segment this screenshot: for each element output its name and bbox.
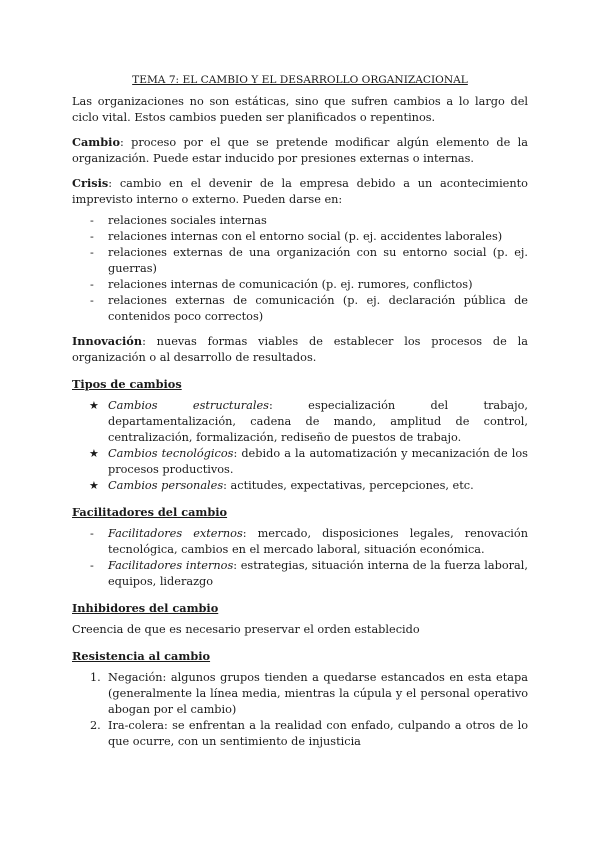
crisis-list	[72, 213, 528, 325]
cambio-text: : proceso por el que se pretende modificar algún elemento de la organización. Puede estar inducido por presiones externas o internas.	[72, 136, 528, 165]
list-item: - Facilitadores externos: mercado, disposiciones legales, renovación tecnológica, cambios en el mercado laboral, situación económica.	[90, 527, 528, 556]
star-icon: ★	[89, 447, 99, 460]
list-item: ★ Cambios personales: actitudes, expectativas, percepciones, etc.	[89, 479, 474, 492]
resistencia-list	[72, 670, 528, 750]
dash-marker: -	[90, 527, 94, 540]
list-item: ★ Cambios estructurales: especialización del trabajo, departamentalización, cadena de mando, amplitud de control, centralización, formalización, rediseño de puestos de trabajo.	[89, 399, 528, 444]
inhibidores-text: Creencia de que es necesario preservar el orden establecido	[72, 623, 420, 636]
dash-marker: -	[90, 294, 94, 307]
dash-marker: -	[90, 230, 94, 243]
section-heading-resistencia: Resistencia al cambio	[72, 649, 211, 663]
list-item: - relaciones sociales internas	[90, 214, 267, 227]
innovacion-term: Innovación	[72, 334, 143, 348]
section-heading-facilitadores: Facilitadores del cambio	[72, 505, 228, 519]
tipos-list	[72, 398, 528, 494]
section-heading-tipos: Tipos de cambios	[72, 377, 182, 391]
dash-marker: -	[90, 278, 94, 291]
list-item: - relaciones internas de comunicación (p. ej. rumores, conflictos)	[90, 278, 473, 291]
crisis-definition	[72, 175, 528, 208]
dash-marker: -	[90, 246, 94, 259]
list-item: - relaciones externas de una organización con su entorno social (p. ej. guerras)	[90, 246, 528, 275]
list-item: - Facilitadores internos: estrategias, situación interna de la fuerza laboral, equipos, liderazgo	[90, 559, 528, 588]
star-icon: ★	[89, 399, 99, 412]
innovacion-definition	[72, 333, 528, 366]
list-number: 1.	[90, 671, 101, 684]
star-icon: ★	[89, 479, 99, 492]
section-heading-inhibidores: Inhibidores del cambio	[72, 601, 219, 615]
innovacion-text: : nuevas formas viables de establecer los procesos de la organización o al desarrollo de resultados.	[72, 335, 528, 364]
list-item: 2. Ira-colera: se enfrentan a la realidad con enfado, culpando a otros de lo que ocurre, con un sentimiento de injusticia	[90, 719, 528, 748]
list-item: 1. Negación: algunos grupos tienden a quedarse estancados en esta etapa (generalmente la línea media, mientras la cúpula y el personal operativo abogan por el cambio)	[90, 671, 528, 716]
dash-marker: -	[90, 559, 94, 572]
cambio-definition	[72, 134, 528, 167]
list-item: ★ Cambios tecnológicos: debido a la automatización y mecanización de los procesos productivos.	[89, 447, 528, 476]
dash-marker: -	[90, 214, 94, 227]
list-item: - relaciones externas de comunicación (p. ej. declaración pública de contenidos poco correctos)	[90, 294, 528, 323]
cambio-term: Cambio	[72, 135, 120, 149]
list-item: - relaciones internas con el entorno social (p. ej. accidentes laborales)	[90, 230, 503, 243]
list-number: 2.	[90, 719, 101, 732]
crisis-text: : cambio en el devenir de la empresa debido a un acontecimiento imprevisto interno o externo. Pueden darse en:	[72, 177, 528, 206]
facilitadores-list	[72, 526, 528, 590]
intro-paragraph: Las organizaciones no son estáticas, sino que sufren cambios a lo largo del ciclo vital. Estos cambios pueden ser planificados o repentinos.	[72, 95, 528, 124]
page-title: TEMA 7: EL CAMBIO Y EL DESARROLLO ORGANIZACIONAL	[132, 74, 468, 86]
crisis-term: Crisis	[72, 176, 109, 190]
